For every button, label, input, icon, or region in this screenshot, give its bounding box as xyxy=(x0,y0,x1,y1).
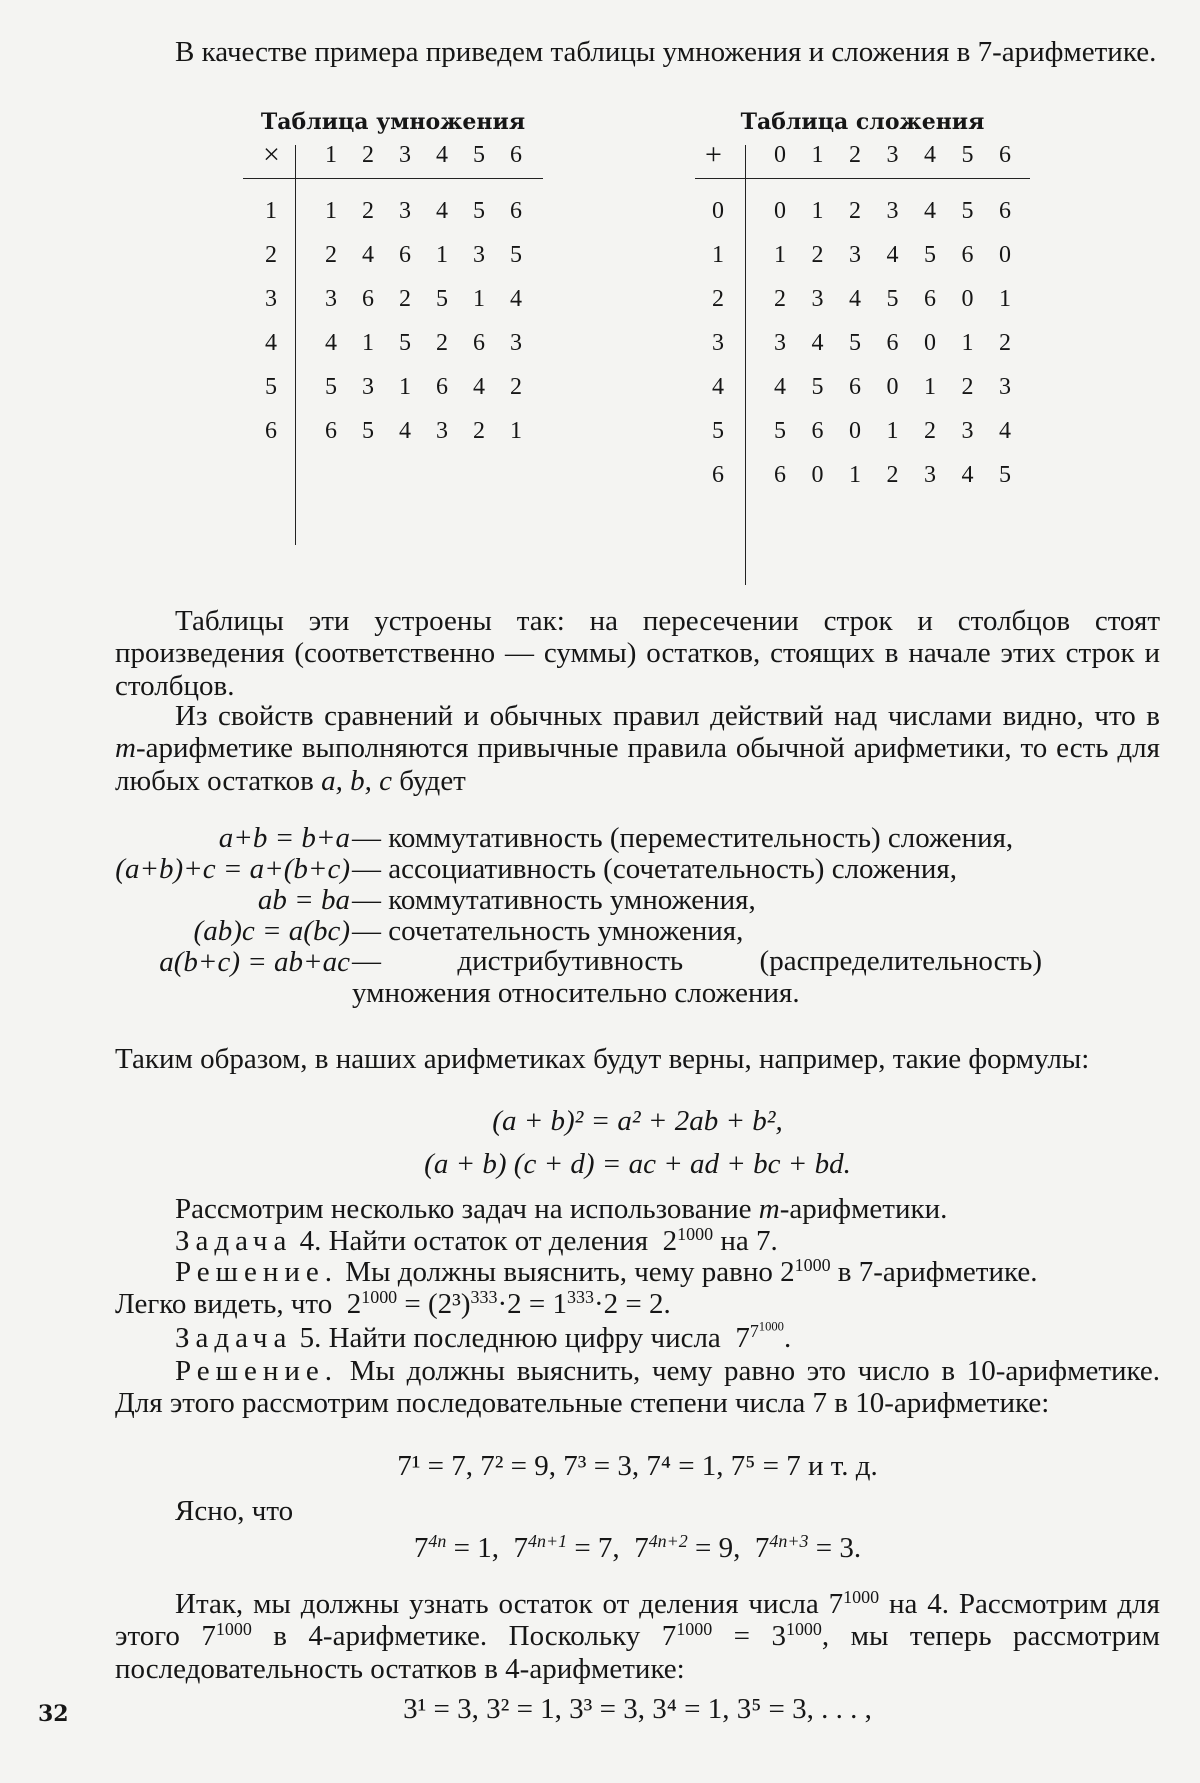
formulas-intro xyxy=(115,1043,1160,1075)
row-label: 1 xyxy=(712,242,724,268)
table-cell: 1 xyxy=(961,330,974,356)
vertical-rule xyxy=(295,145,296,545)
table-cell: 3 xyxy=(811,286,824,312)
table-cell: 1 xyxy=(473,286,485,312)
table-cell: 1 xyxy=(399,374,411,400)
table-cell: 1 xyxy=(924,374,936,400)
solution-5: Решение. Мы должны выяснить, чему равно это число в 10-арифметике. Для этого рассмотрим последовательные степени числа 7 в 10-арифметике: xyxy=(115,1355,1161,1420)
table-cell: 4 xyxy=(924,198,936,224)
formula-product: (a + b) (c + d) = ac + ad + bc + bd. xyxy=(424,1148,851,1180)
identities-block: a+b = b+a — коммутативность (переместительность) сложения, (a+b)+c = a+(b+c) — ассоциативность (сочетательность) сложения, ab = ba — коммутативность умножения, (ab)c = a(bc) — сочетательность умножения, a(b+c) = ab+ac — дистрибутивность (распределительность) умножения относительно сложения. xyxy=(115,822,1042,1009)
table-cell: 6 xyxy=(473,330,485,356)
header-cell: 6 xyxy=(999,142,1011,168)
page-number: 32 xyxy=(38,1701,69,1727)
table-cell: 2 xyxy=(473,418,485,444)
header-cell: 4 xyxy=(436,142,448,168)
table-cell: 2 xyxy=(924,418,936,444)
table-cell: 4 xyxy=(510,286,522,312)
remainder-paragraph: Итак, мы должны узнать остаток от деления числа $7^{1000}$ на 4. Рассмотрим для этого $7^{1000}$ в 4-арифметике. Поскольку $7^{1000} = 3^{1000}$, мы теперь рассмотрим последовательность остатков в 4-арифметике: xyxy=(115,1587,1160,1685)
powers-of-7-mod-4: $7^{4n} = 1$, $7^{4n+1} = 7$, $7^{4n+2} = 9$, $7^{4n+3} = 3$. xyxy=(413,1531,862,1564)
residue-variables: a, b, c xyxy=(321,764,392,797)
properties-text-a: Из свойств сравнений и обычных правил действий над числами видно, что в xyxy=(175,700,1160,732)
table-cell: 5 xyxy=(774,418,786,444)
table-cell: 4 xyxy=(399,418,411,444)
table-cell: 4 xyxy=(811,330,824,356)
table-cell: 5 xyxy=(362,418,374,444)
table-cell: 5 xyxy=(811,374,824,400)
table-cell: 6 xyxy=(436,374,448,400)
table-cell: 0 xyxy=(811,462,824,488)
table-cell: 1 xyxy=(436,242,448,268)
table-cell: 3 xyxy=(325,286,337,312)
header-cell: 1 xyxy=(811,142,824,168)
tasks-intro: Рассмотрим несколько задач на использование m-арифметики. xyxy=(175,1193,948,1225)
table-cell: 2 xyxy=(362,198,374,224)
table-cell: 4 xyxy=(436,198,448,224)
operator-symbol: × xyxy=(263,138,280,171)
table-cell: 2 xyxy=(774,286,786,312)
table-cell: 5 xyxy=(473,198,485,224)
row-label: 0 xyxy=(712,198,724,224)
table-cell: 4 xyxy=(362,242,374,268)
table-cell: 4 xyxy=(473,374,485,400)
row-label: 2 xyxy=(265,242,277,268)
addition-table xyxy=(695,110,1030,590)
table-cell: 5 xyxy=(436,286,448,312)
horizontal-rule xyxy=(695,178,1030,179)
table-cell: 6 xyxy=(399,242,411,268)
table-cell: 5 xyxy=(325,374,337,400)
solution-4: Решение. Мы должны выяснить, чему равно $2^{1000}$ в 7-арифметике. Легко видеть, что $2^{1000} = (2^3)^{333}\cdot 2 = 1^{333}\cdot 2 = 2$. xyxy=(115,1255,1038,1321)
table-cell: 3 xyxy=(924,462,936,488)
table-cell: 6 xyxy=(849,374,861,400)
table-cell: 0 xyxy=(924,330,936,356)
table-cell: 6 xyxy=(811,418,824,444)
table-cell: 2 xyxy=(849,198,861,224)
table-cell: 3 xyxy=(473,242,485,268)
table-cell: 3 xyxy=(510,330,522,356)
row-label: 2 xyxy=(712,286,724,312)
vertical-rule xyxy=(745,145,746,585)
table-cell: 6 xyxy=(325,418,337,444)
table-cell: 1 xyxy=(999,286,1011,312)
header-cell: 6 xyxy=(510,142,522,168)
table-cell: 6 xyxy=(362,286,374,312)
table-cell: 4 xyxy=(325,330,337,356)
table-cell: 0 xyxy=(961,286,974,312)
table-cell: 6 xyxy=(886,330,899,356)
header-cell: 3 xyxy=(886,142,899,168)
table-cell: 3 xyxy=(886,198,899,224)
table-cell: 1 xyxy=(811,198,824,224)
addition-table-title: Таблица сложения xyxy=(740,109,985,135)
row-label: 5 xyxy=(265,374,277,400)
row-label: 5 xyxy=(712,418,724,444)
table-cell: 4 xyxy=(849,286,861,312)
table-cell: 2 xyxy=(999,330,1011,356)
row-label: 6 xyxy=(265,418,277,444)
table-cell: 4 xyxy=(886,242,899,268)
tables-explanation-text: Таблицы эти устроены так: на пересечении строк и столбцов стоят произведения (соответственно — суммы) остатков, стоящих в начале этих строк и столбцов. xyxy=(115,605,1160,702)
task-4: Задача 4. Найти остаток от деления $2^{1000}$ на 7. xyxy=(175,1224,778,1257)
task-5-label: Задача xyxy=(175,1322,293,1354)
table-cell: 2 xyxy=(886,462,899,488)
table-cell: 6 xyxy=(961,242,974,268)
table-cell: 6 xyxy=(774,462,786,488)
table-cell: 1 xyxy=(325,198,337,224)
table-cell: 2 xyxy=(325,242,337,268)
table-cell: 5 xyxy=(886,286,899,312)
formulas-intro-text: Таким образом, в наших арифметиках будут верны, например, такие формулы: xyxy=(115,1043,1090,1075)
table-cell: 5 xyxy=(924,242,936,268)
header-cell: 3 xyxy=(399,142,411,168)
multiplication-table xyxy=(243,110,543,550)
table-cell: 2 xyxy=(436,330,448,356)
table-cell: 2 xyxy=(399,286,411,312)
table-cell: 4 xyxy=(961,462,974,488)
properties-text-b: -арифметике выполняются привычные правила обычной арифметики, то есть для любых остатков xyxy=(115,732,1160,797)
table-cell: 6 xyxy=(510,198,522,224)
table-cell: 1 xyxy=(886,418,899,444)
m-variable: m xyxy=(115,732,136,765)
header-cell: 2 xyxy=(362,142,374,168)
table-cell: 5 xyxy=(961,198,974,224)
row-label: 3 xyxy=(265,286,277,312)
table-cell: 6 xyxy=(999,198,1011,224)
header-cell: 0 xyxy=(774,142,786,168)
table-cell: 0 xyxy=(999,242,1011,268)
table-cell: 0 xyxy=(886,374,899,400)
table-cell: 1 xyxy=(510,418,522,444)
intro-text: В качестве примера приведем таблицы умножения и сложения в 7-арифметике. xyxy=(175,36,1157,68)
powers-of-7: 7¹ = 7, 7² = 9, 7³ = 3, 7⁴ = 1, 7⁵ = 7 и т. д. xyxy=(397,1450,878,1482)
table-cell: 3 xyxy=(999,374,1011,400)
powers-of-3: 3¹ = 3, 3² = 1, 3³ = 3, 3⁴ = 1, 3⁵ = 3, . . . , xyxy=(403,1693,872,1725)
horizontal-rule xyxy=(243,178,543,179)
table-cell: 6 xyxy=(924,286,936,312)
row-label: 4 xyxy=(265,330,277,356)
table-cell: 2 xyxy=(961,374,974,400)
table-cell: 3 xyxy=(362,374,374,400)
operator-symbol: + xyxy=(705,138,722,171)
task-4-label: Задача xyxy=(175,1225,293,1257)
table-cell: 4 xyxy=(774,374,786,400)
table-cell: 5 xyxy=(849,330,861,356)
table-cell: 5 xyxy=(399,330,411,356)
table-cell: 0 xyxy=(849,418,861,444)
solution-4-label: Решение. xyxy=(175,1256,338,1288)
table-cell: 5 xyxy=(510,242,522,268)
table-cell: 3 xyxy=(961,418,974,444)
properties-paragraph xyxy=(115,700,1160,797)
table-cell: 3 xyxy=(849,242,861,268)
task-5: Задача 5. Найти последнюю цифру числа $7^{7^{1000}}$. xyxy=(175,1319,792,1354)
table-cell: 3 xyxy=(774,330,786,356)
header-cell: 2 xyxy=(849,142,861,168)
multiplication-table-title: Таблица умножения xyxy=(260,109,526,135)
table-cell: 0 xyxy=(774,198,786,224)
clear-that: Ясно, что xyxy=(175,1495,294,1527)
header-cell: 5 xyxy=(473,142,485,168)
table-cell: 1 xyxy=(362,330,374,356)
header-cell: 5 xyxy=(961,142,974,168)
header-cell: 1 xyxy=(325,142,337,168)
table-cell: 3 xyxy=(399,198,411,224)
table-cell: 4 xyxy=(999,418,1011,444)
row-label: 1 xyxy=(265,198,277,224)
table-cell: 1 xyxy=(774,242,786,268)
table-cell: 3 xyxy=(436,418,448,444)
row-label: 3 xyxy=(712,330,724,356)
intro-paragraph xyxy=(115,36,1160,68)
properties-text-c: будет xyxy=(391,764,466,797)
table-cell: 2 xyxy=(811,242,824,268)
table-cell: 2 xyxy=(510,374,522,400)
table-cell: 1 xyxy=(849,462,861,488)
header-cell: 4 xyxy=(924,142,936,168)
row-label: 6 xyxy=(712,462,724,488)
table-cell: 5 xyxy=(999,462,1011,488)
row-label: 4 xyxy=(712,374,724,400)
formula-square: (a + b)² = a² + 2ab + b², xyxy=(492,1105,783,1137)
tables-explanation xyxy=(115,605,1160,702)
